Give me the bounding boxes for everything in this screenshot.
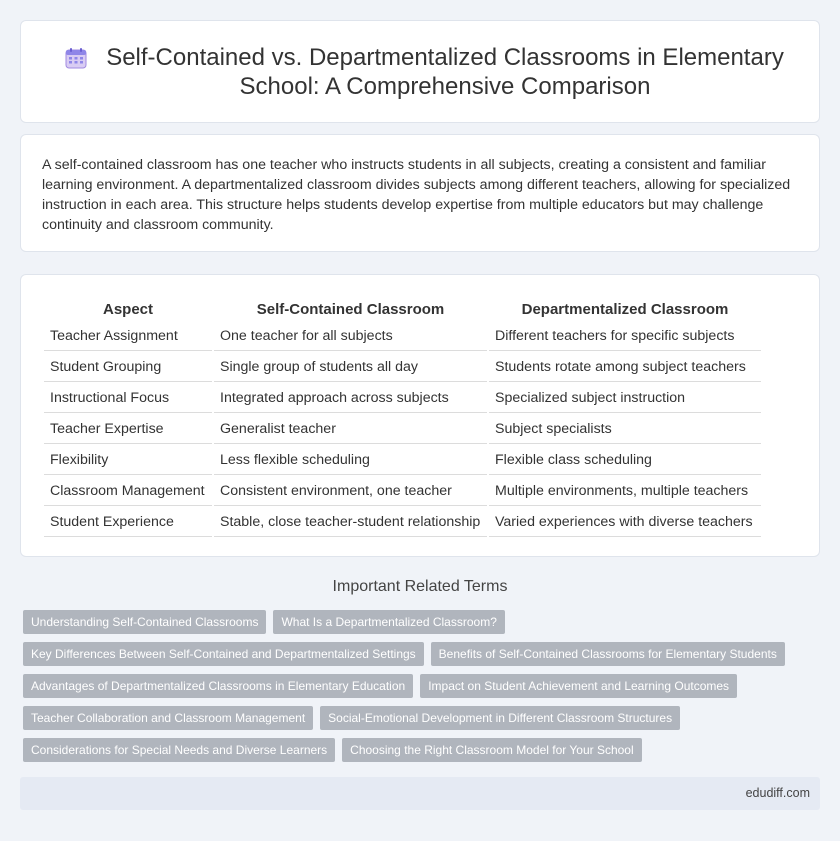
table-row [44,415,761,444]
column-header-departmentalized: Departmentalized Classroom [521,301,729,318]
table-cell: Teacher Expertise [44,415,212,444]
table-cell: Students rotate among subject teachers [489,353,761,382]
comparison-table-card [20,274,820,557]
header-card [20,20,820,123]
table-cell: Stable, close teacher-student relationship [214,508,487,537]
table-cell: Less flexible scheduling [214,446,487,475]
footer-site-name[interactable]: edudiff.com [745,786,810,800]
table-cell: Multiple environments, multiple teachers [489,477,761,506]
tag-row [23,706,803,730]
table-cell: Flexible class scheduling [489,446,761,475]
table-cell: Single group of students all day [214,353,487,382]
tag-row [23,674,803,698]
table-header-row [44,298,761,320]
related-term-link[interactable]: What Is a Departmentalized Classroom? [273,610,504,634]
table-row [44,446,761,475]
table-row [44,508,761,537]
column-header-aspect: Aspect [102,301,154,318]
table-row [44,477,761,506]
table-row [44,384,761,413]
column-header-self-contained: Self-Contained Classroom [256,301,445,318]
comparison-table [42,296,763,539]
table-cell: Specialized subject instruction [489,384,761,413]
table-cell: Subject specialists [489,415,761,444]
tag-row [23,738,803,762]
related-term-link[interactable]: Advantages of Departmentalized Classrooms in Elementary Education [23,674,413,698]
table-cell: Teacher Assignment [44,322,212,351]
table-cell: Student Experience [44,508,212,537]
table-row [44,322,761,351]
table-cell: Student Grouping [44,353,212,382]
intro-paragraph: A self-contained classroom has one teacher who instructs students in all subjects, creating a consistent and familiar learning environment. A departmentalized classroom divides subjects among different teachers, allowing for specialized instruction in each area. This structure helps students develop expertise from multiple educators but may challenge continuity and classroom community. [42,157,791,233]
related-term-link[interactable]: Key Differences Between Self-Contained and Departmentalized Settings [23,642,424,666]
related-terms-heading: Important Related Terms [332,578,508,595]
table-cell: Instructional Focus [44,384,212,413]
related-term-link[interactable]: Benefits of Self-Contained Classrooms for Elementary Students [431,642,785,666]
footer [20,777,820,810]
page-title: Self-Contained vs. Departmentalized Classrooms in Elementary School: A Comprehensive Comparison [106,44,784,100]
related-term-link[interactable]: Impact on Student Achievement and Learning Outcomes [420,674,737,698]
related-terms-list [23,610,803,770]
tag-row [23,610,803,634]
table-cell: Generalist teacher [214,415,487,444]
table-cell: Integrated approach across subjects [214,384,487,413]
table-cell: Varied experiences with diverse teachers [489,508,761,537]
related-term-link[interactable]: Teacher Collaboration and Classroom Management [23,706,313,730]
table-row [44,353,761,382]
related-term-link[interactable]: Social-Emotional Development in Different Classroom Structures [320,706,680,730]
related-term-link[interactable]: Considerations for Special Needs and Diverse Learners [23,738,335,762]
table-cell: Different teachers for specific subjects [489,322,761,351]
related-term-link[interactable]: Choosing the Right Classroom Model for Your School [342,738,642,762]
related-term-link[interactable]: Understanding Self-Contained Classrooms [23,610,266,634]
tag-row [23,642,803,666]
table-cell: Consistent environment, one teacher [214,477,487,506]
table-cell: Classroom Management [44,477,212,506]
intro-card [20,134,820,252]
table-cell: Flexibility [44,446,212,475]
table-cell: One teacher for all subjects [214,322,487,351]
